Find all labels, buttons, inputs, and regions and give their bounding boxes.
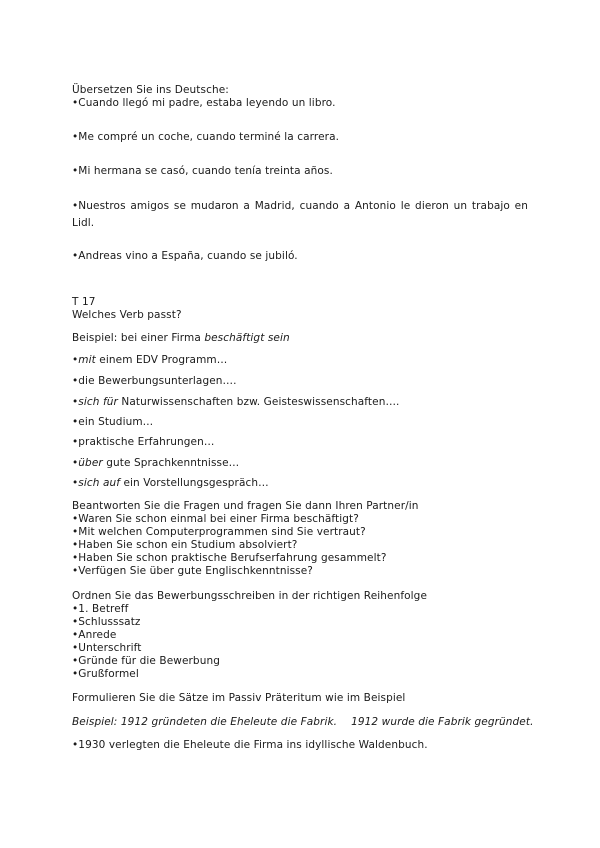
section3-item: • Mit welchen Computerprogrammen sind Sie vertraut?: [72, 526, 366, 539]
section4-item: • Anrede: [72, 629, 116, 642]
section3-item: • Verfügen Sie über gute Englischkenntnisse?: [72, 565, 313, 578]
section4-item: • Schlusssatz: [72, 616, 141, 629]
section2-item: • praktische Erfahrungen…: [72, 436, 214, 449]
exercise-code: T 17: [72, 296, 96, 308]
section1-item: • Cuando llegó mi padre, estaba leyendo un libro.: [72, 97, 336, 110]
section5-item: • 1930 verlegten die Eheleute die Firma ins idyllische Waldenbuch.: [72, 739, 428, 752]
section4-item: • Grußformel: [72, 668, 139, 681]
section5-example: Beispiel: 1912 gründeten die Eheleute die Fabrik. 1912 wurde die Fabrik gegründet.: [72, 716, 534, 728]
section1-item: • Me compré un coche, cuando terminé la carrera.: [72, 131, 339, 144]
section1-item: • Nuestros amigos se mudaron a Madrid, cuando a Antonio le dieron un trabajo en Lidl.: [72, 198, 528, 232]
section4-item: • Gründe für die Bewerbung: [72, 655, 220, 668]
section2-item: • mit einem EDV Programm…: [72, 354, 227, 367]
section3-heading: Beantworten Sie die Fragen und fragen Sie dann Ihren Partner/in: [72, 500, 419, 512]
section1-item: • Andreas vino a España, cuando se jubiló.: [72, 250, 298, 263]
section4-item: • 1. Betreff: [72, 603, 128, 616]
section2-item: • sich für Naturwissenschaften bzw. Geisteswissenschaften….: [72, 396, 400, 409]
section4-heading: Ordnen Sie das Bewerbungsschreiben in der richtigen Reihenfolge: [72, 590, 428, 602]
section2-item: • ein Studium…: [72, 416, 153, 429]
section3-item: • Haben Sie schon praktische Berufserfahrung gesammelt?: [72, 552, 387, 565]
section1-item: • Mi hermana se casó, cuando tenía treinta años.: [72, 165, 333, 178]
section2-item: • die Bewerbungsunterlagen….: [72, 375, 237, 388]
section3-item: • Haben Sie schon ein Studium absolviert?: [72, 539, 297, 552]
section2-item: • über gute Sprachkenntnisse…: [72, 457, 239, 470]
section1-heading: Übersetzen Sie ins Deutsche:: [72, 84, 229, 96]
section3-item: • Waren Sie schon einmal bei einer Firma beschäftigt?: [72, 513, 359, 526]
section2-example: Beispiel: bei einer Firma beschäftigt sein: [72, 332, 290, 344]
section4-item: • Unterschrift: [72, 642, 142, 655]
section2-item: • sich auf ein Vorstellungsgespräch…: [72, 477, 269, 490]
section2-title: Welches Verb passt?: [72, 309, 182, 321]
section5-heading: Formulieren Sie die Sätze im Passiv Präteritum wie im Beispiel: [72, 692, 406, 704]
